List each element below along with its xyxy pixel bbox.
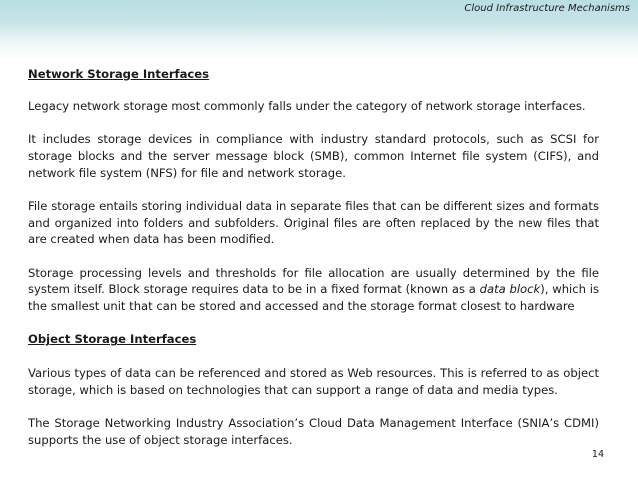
network-paragraph-3: File storage entails storing individual data in separate files that can be different sizes and formats and organized into folders and subfolders. Original files are often replaced by the new files that are created when data has been modified. [28,198,599,247]
spacer [28,248,599,265]
paragraph-text: Storage processing levels and thresholds for file allocation are usually determined by the file system itself. Block storage requires data to be in a fixed format (known as a [28,265,599,297]
spacer [28,398,599,415]
object-paragraph-1: Various types of data can be referenced and stored as Web resources. This is referred to as object storage, which is based on technologies that can support a range of data and media types. [28,365,599,397]
object-storage-heading: Object Storage Interfaces [28,332,197,347]
network-paragraph-1: Legacy network storage most commonly falls under the category of network storage interfaces. [28,98,586,113]
object-paragraph-2: The Storage Networking Industry Association’s Cloud Data Management Interface (SNIA’s CDMI) supports the use of object storage interfaces. [28,415,599,447]
spacer [28,181,599,198]
network-storage-heading: Network Storage Interfaces [28,67,210,81]
network-paragraph-4 [28,265,599,315]
spacer [28,114,599,131]
slide-header-title: Cloud Infrastructure Mechanisms [464,3,630,14]
spacer [28,315,599,332]
emphasized-term: data block [479,282,541,297]
spacer [28,83,599,98]
spacer [28,348,599,365]
page-number: 14 [591,449,604,460]
network-paragraph-2: It includes storage devices in compliance with industry standard protocols, such as SCSI for storage blocks and the server message block (SMB), common Internet file system (CIFS), and network file system (NFS) for file and network storage. [28,132,599,180]
paragraph-text: ), which is the smallest unit that can be stored and accessed and the storage format closest to hardware [28,282,599,314]
slide-content [28,66,599,448]
